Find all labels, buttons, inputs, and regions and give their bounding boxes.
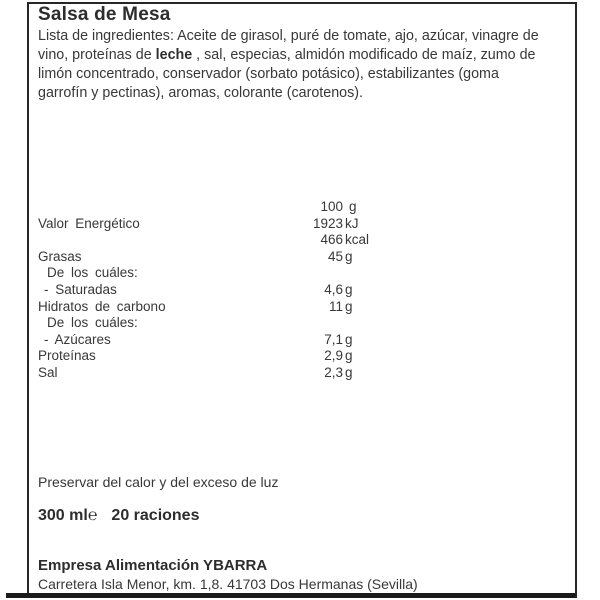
nutrition-value [276, 265, 343, 282]
nutrition-row-carbohydrate [38, 299, 438, 316]
nutrition-value: 7,1 [324, 331, 343, 347]
nutrition-unit: kcal [345, 232, 370, 248]
nutrition-label: - Saturadas [44, 281, 117, 297]
nutrition-unit: g [345, 331, 353, 347]
servings-count: 20 raciones [111, 507, 200, 524]
nutrition-row-salt [38, 365, 438, 382]
product-title: Salsa de Mesa [38, 4, 171, 25]
net-quantity-line [38, 507, 199, 525]
nutrition-label: Proteínas [38, 348, 96, 364]
nutrition-value: 2,3 [324, 364, 343, 380]
nutrition-row-saturates [38, 282, 438, 299]
nutrition-label: - Azúcares [44, 331, 111, 347]
storage-note: Preservar del calor y del exceso de luz [38, 474, 279, 490]
nutrition-row-of-which-1 [38, 265, 438, 282]
ingredients-before-allergen: Lista de ingredientes: Aceite de girasol, puré de tomate, ajo, azúcar, vinagre de vino, proteínas de [38, 28, 539, 63]
nutrition-value: 1923 [312, 215, 343, 231]
nutrition-row-of-which-2 [38, 315, 438, 332]
nutrition-unit: g [345, 298, 353, 314]
nutrition-unit [343, 265, 345, 282]
net-quantity: 300 ml℮ [38, 507, 98, 524]
nutrition-row-protein [38, 348, 438, 365]
nutrition-value: 11 [328, 298, 343, 314]
nutrition-value: 45 [327, 248, 343, 264]
nutrition-label: De los cuáles: [47, 265, 138, 281]
ingredients-text [38, 27, 546, 103]
company-address: Carretera Isla Menor, km. 1,8. 41703 Dos Hermanas (Sevilla) [38, 576, 418, 592]
nutrition-value: 466 [320, 232, 343, 248]
nutrition-unit: kJ [345, 215, 359, 231]
company-name: Empresa Alimentación YBARRA [38, 557, 268, 574]
nutrition-unit [343, 315, 345, 332]
nutrition-unit: g [345, 364, 353, 380]
nutrition-unit: g [345, 348, 353, 364]
nutrition-header-row [38, 199, 438, 216]
nutrition-label: Hidratos de carbono [38, 298, 166, 314]
nutrition-label: Sal [38, 364, 58, 380]
nutrition-row-fat [38, 249, 438, 266]
bottom-rule [6, 593, 575, 598]
nutrition-row-sugars [38, 332, 438, 349]
nutrition-unit: g [345, 248, 353, 264]
nutrition-value: 4,6 [324, 281, 343, 297]
nutrition-value [276, 315, 343, 332]
nutrition-label [38, 232, 276, 249]
serving-size-unit: g [349, 199, 357, 214]
nutrition-label: De los cuáles: [47, 315, 138, 331]
allergen-highlight: leche [155, 47, 193, 63]
nutrition-unit: g [345, 281, 353, 297]
nutrition-row-energy-kcal [38, 232, 438, 249]
serving-size-value: 100 [320, 199, 343, 214]
ingredients-after-allergen: , sal, especias, almidón modificado de maíz, zumo de limón concentrado, conservador (sorbato potásico), estabilizantes (goma garrofín y pectinas), aromas, colorante (carotenos). [38, 47, 536, 101]
nutrition-value: 2,9 [324, 348, 343, 364]
nutrition-label: Valor Energético [38, 215, 140, 231]
nutrition-row-energy [38, 216, 438, 233]
nutrition-table [38, 199, 438, 382]
nutrition-label: Grasas [38, 248, 82, 264]
nutrition-label [38, 199, 276, 216]
